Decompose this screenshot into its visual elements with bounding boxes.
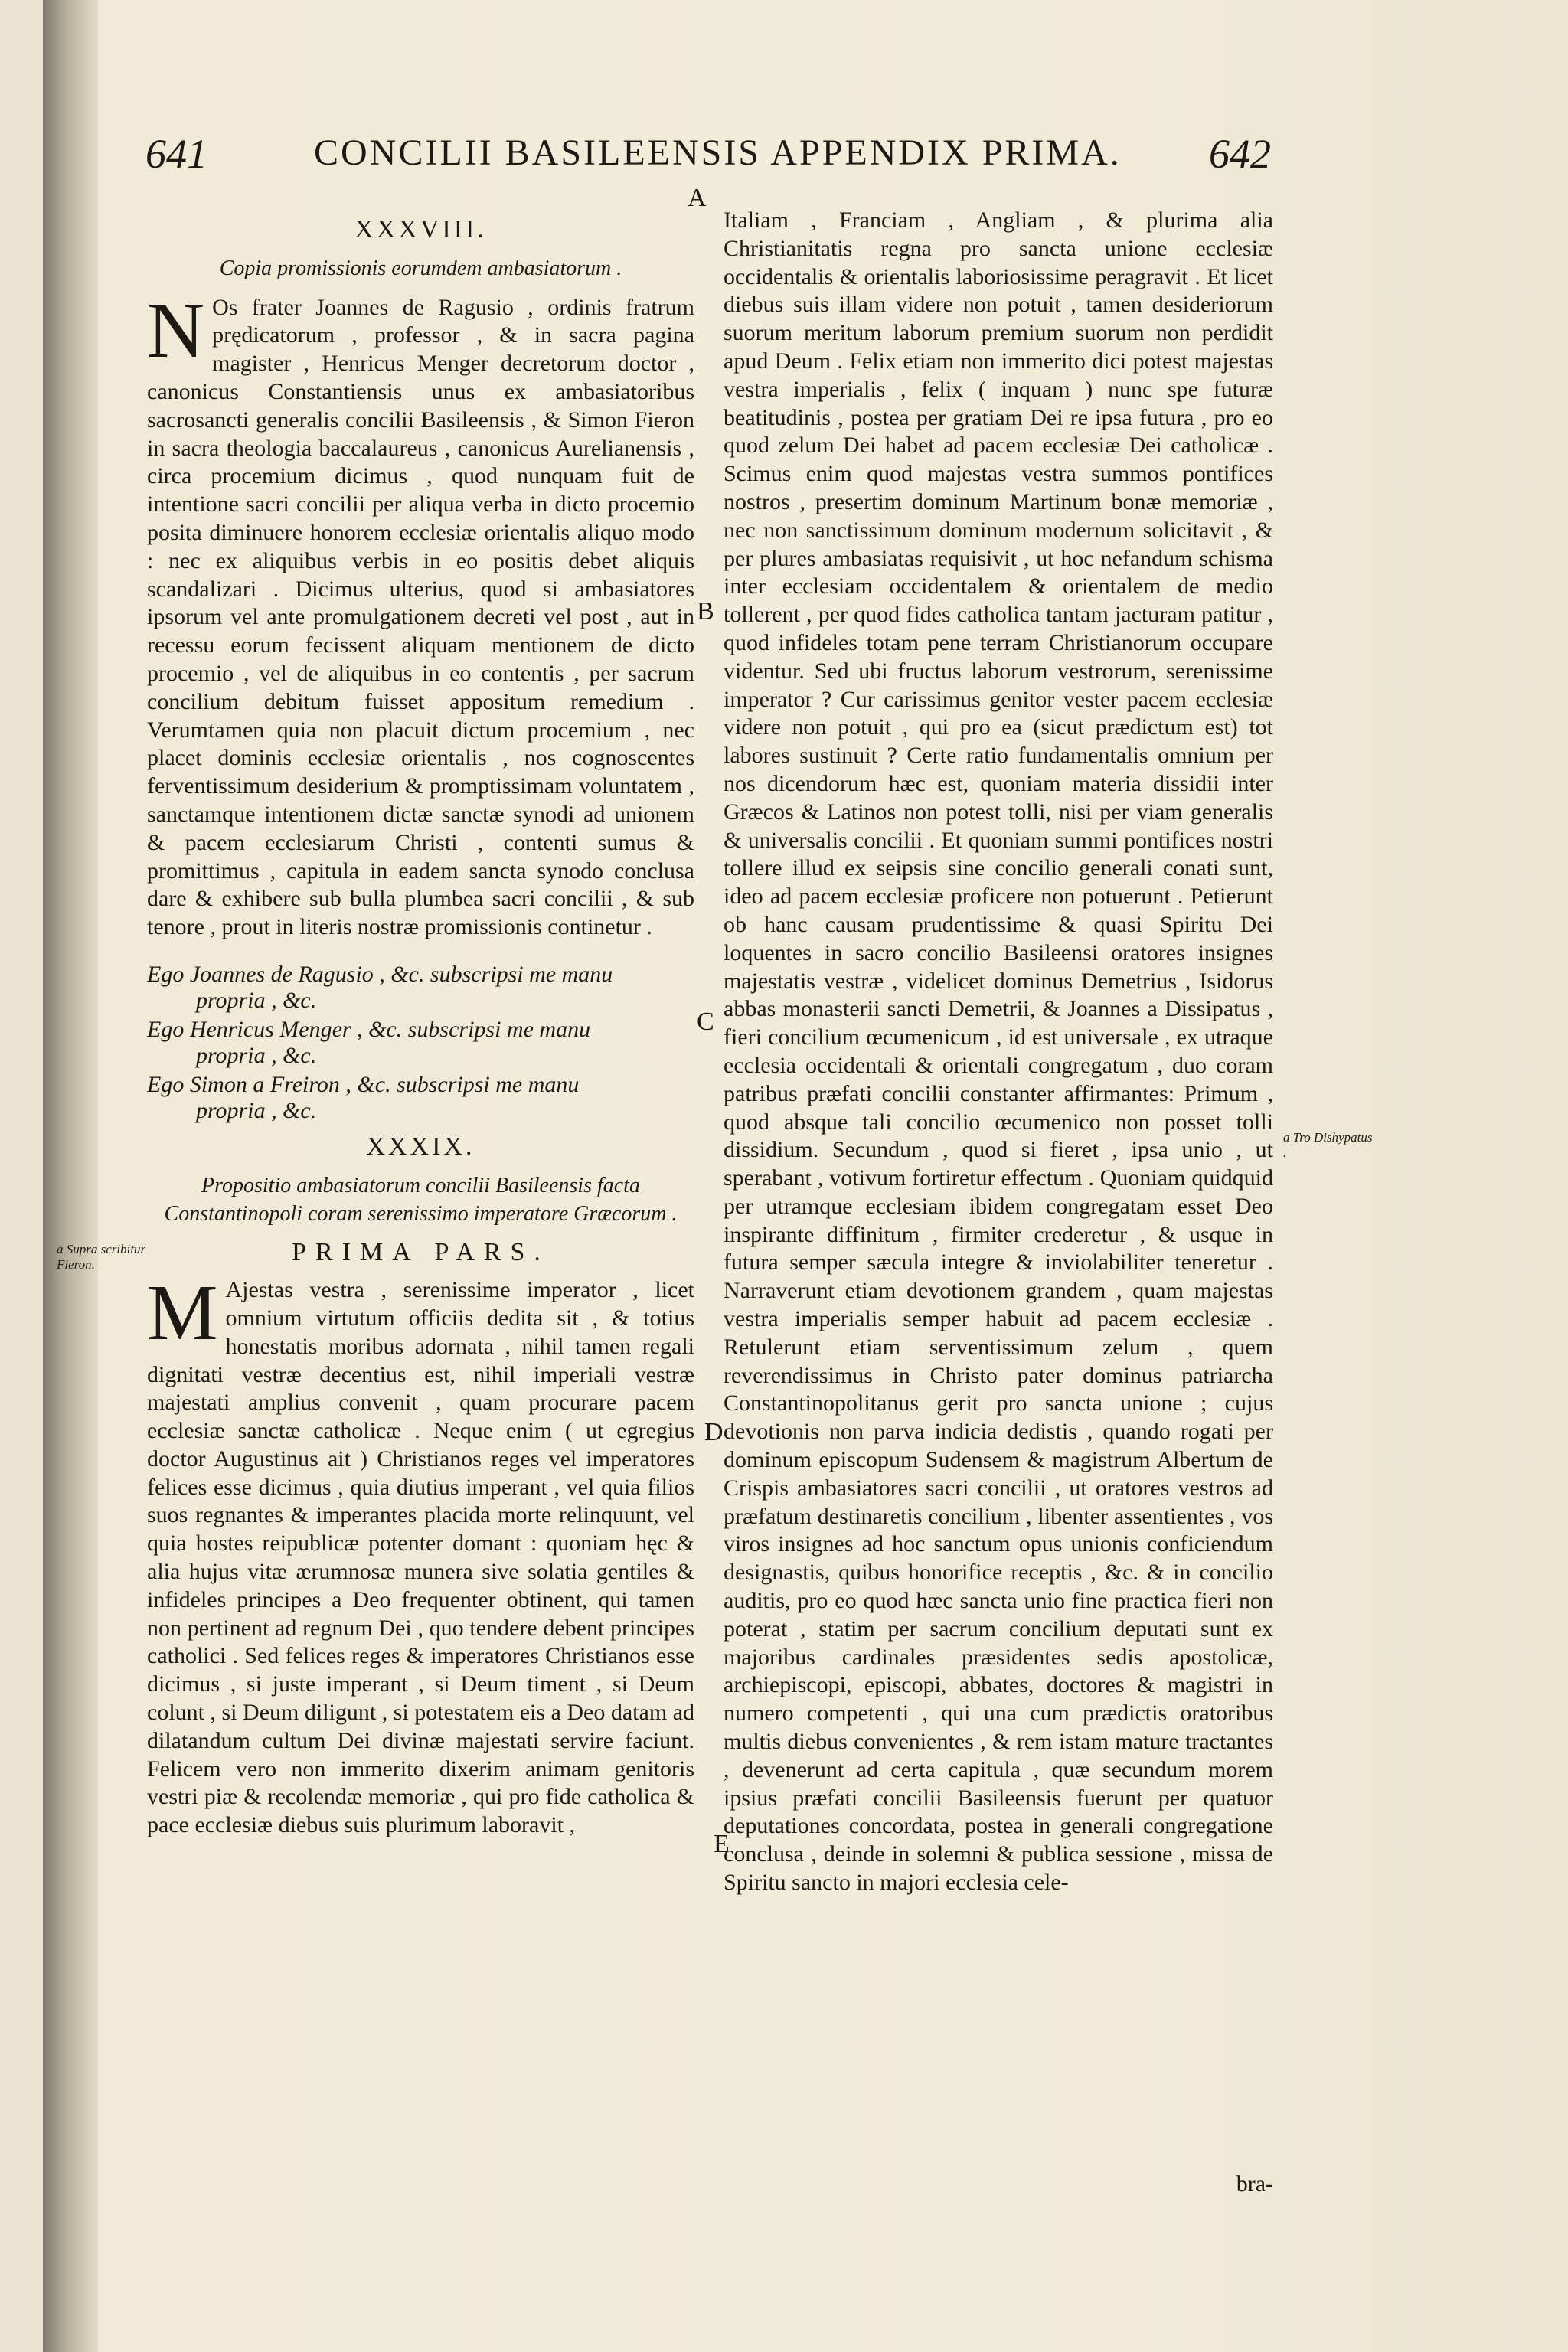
part-heading: PRIMA PARS. — [292, 1238, 550, 1267]
paragraph — [147, 1269, 694, 1840]
signature-text: Ego Simon a Freiron , &c. subscripsi me manu — [147, 1071, 580, 1097]
signature-text: propria , &c. — [196, 1097, 317, 1123]
margin-note-right: a Tro Dishypatus . — [1283, 1130, 1373, 1160]
section-letter: A — [688, 184, 707, 212]
section-number: XXXVIII. — [354, 215, 487, 243]
running-title: CONCILII BASILEENSIS APPENDIX PRIMA. — [314, 132, 1122, 173]
left-column — [147, 207, 694, 1840]
section-title: Copia promissionis eorumdem ambasiatorum . — [219, 256, 622, 280]
section-letter: D — [704, 1418, 724, 1446]
signature-text: propria , &c. — [196, 1042, 317, 1068]
signature-text: Ego Henricus Menger , &c. subscripsi me manu — [147, 1016, 591, 1042]
margin-note-left: a Supra scribitur Fieron. — [57, 1242, 146, 1272]
page-number-right: 642 — [1209, 131, 1271, 177]
section-letter: E — [714, 1830, 730, 1858]
paragraph-text: Os frater Joannes de Ragusio , ordinis fratrum prędicatorum , professor , & in sacra pagina magister , Henricus Menger decretorum doctor , canonicus Constantiensis unus ex ambasiatoribus sacrosancti generalis concilii Basileensis , & Simon Fieron in sacra theologia baccalaureus , canonicus Aurelianensis , circa procemium dicimus , quod nunquam fuit de intentione sacri concilii per aliqua verba in dicto procemio posita diminuere honorem ecclesiæ orientalis aliquo modo : nec ex aliquibus verbis in eo positis debet aliquis scandalizari . Dicimus ulterius, quod si ambasiatores ipsorum vel ante promulgationem decreti vel post , aut in recessu eorum fecissent aliquam mentionem de dicto procemio , vel de aliquibus in eo contentis , per sacrum concilium debitum fuisset appositum remedium . Verumtamen quia non placuit dictum procemium , nec placet dominis ecclesiæ orientalis , nos cognoscentes ferventissimum desiderium & promptissimam voluntatem , sanctamque intentionem dictæ sanctæ synodi ad unionem & pacem ecclesiarum Christi , contenti sumus & promittimus , capitula in eadem sancta synodo conclusa dare & exhibere sub bulla plumbea sacri concilii , & sub tenore , prout in literis nostræ promissionis continetur . — [147, 294, 694, 940]
signature-text: Ego Joannes de Ragusio , &c. subscripsi me manu — [147, 961, 613, 987]
right-column — [724, 207, 1273, 1897]
paragraph-text: Italiam , Franciam , Angliam , & plurima alia Christianitatis regna pro sancta unione ecclesiæ occidentalis & orientalis laboriosissime peragravit . Et licet diebus suis illam videre non potuit , tamen desideriorum suorum meritum laborum premium suorum non perdidit apud Deum . Felix etiam non immerito dici potest majestas vestra imperialis , felix ( inquam ) nunc spe futuræ beatitudinis , postea per gratiam Dei re ipsa futura , pro eo quod zelum Dei habet ad pacem ecclesiæ Dei catholicæ . Scimus enim quod majestas vestra summos pontifices nostros , presertim dominum Martinum bonæ memoriæ , nec non sanctissimum dominum modernum solicitavit , & per plures ambasiatas requisivit , ut hoc nefandum schisma inter ecclesiam occidentalem & orientalem de medio tollerent , per quod fides catholica tantam jacturam patitur , quod infideles totam pene terram Christianorum occupare videntur. Sed ubi fructus laborum vestrorum, serenissime imperator ? Cur carissimus genitor vester pacem ecclesiæ videre non potuit , qui pro ea (sicut prædictum est) tot labores sustinuit ? Certe ratio fundamentalis omnium per nos dicendorum hæc est, quoniam materia dissidii inter Græcos & Latinos non potest tolli, nisi per viam generalis & universalis concilii . Et quoniam summi pontifices nostri tollere illud ex seipsis sine concilio generali conati sunt, ideo ad pacem ecclesiæ proficere non potuerunt . Petierunt ob hanc causam prudentissime & quasi Spiritu Dei loquentes in sacro concilio Basileensi oratores insignes majestatis vestræ , videlicet dominus Demetrius , Isidorus abbas monasterii sancti Demetrii, & Joannes a Dissipatus , fieri concilium œcumenicum , id est universale , ex utraque ecclesia occidentali & orientali congregatum , duo coram patribus præfati concilii constanter affirmantes: Primum , quod absque tali concilio œcumenico non posset tolli dissidium. Secundum , quod si fieret , ipsa unio , ut sperabant , votivum fortiretur effectum . Quoniam quidquid per utramque ecclesiam ibidem congregatam esset Deo inspirante diffinitum , firmiter crederetur , & usque in futura semper sæcula integre & inviolabiliter teneretur . Narraverunt etiam devotionem grandem , quam majestas vestra imperialis semper habuit ad pacem ecclesiæ . Retulerunt etiam serventissimum zelum , quem reverendissimus in Christo pater dominus patriarcha Constantinopolitanus gerit pro sancta unione ; cujus devotionis non parva indicia dedistis , quando rogati per dominum episcopum Sudensem & magistrum Albertum de Crispis ambasiatores sacri concilii , ut oratores vestros ad præfatum destinaretis concilium , libenter assentientes , vos viros insignes ad hoc sanctum opus unionis conficiendum designastis, quibus honorifice receptis , &c. & in concilio auditis, pro eo quod hæc sancta unio fine practica fieri non poterat , statim per sacrum concilium deputati sunt ex majoribus cardinales præsidentes sedis apostolicæ, archiepiscopi, episcopi, abbates, doctores & magistri in numero competenti , qui una cum prædictis oratoribus multis diebus convenientes , & rem istam mature tractantes , devenerunt ad certa capitula , quæ secundum morem ipsius præfati concilii Basileensis fuerunt per quatuor deputationes concordata, postea in generali congregatione conclusa , deinde in solemni & publica sessione , missa de Spiritu sancto in majori ecclesia cele- — [724, 207, 1273, 1896]
signature-line — [147, 962, 694, 1014]
section-title: Propositio ambasiatorum concilii Basileensis facta Constantinopoli coram serenissimo imperatore Græcorum . — [164, 1173, 678, 1226]
section-letter: C — [697, 1008, 714, 1036]
drop-cap: M — [147, 1269, 218, 1357]
drop-cap: N — [147, 286, 205, 374]
section-number: XXXIX. — [366, 1132, 475, 1161]
signature-text: propria , &c. — [196, 987, 317, 1013]
paragraph — [147, 286, 694, 942]
section-letter: B — [697, 597, 714, 626]
catchword: bra- — [1236, 2171, 1273, 2197]
signature-line — [147, 1072, 694, 1124]
page-number-left: 641 — [145, 131, 207, 177]
signature-line — [147, 1017, 694, 1069]
paragraph-text: Ajestas vestra , serenissime imperator , licet omnium virtutum officiis dedita sit , & totius honestatis moribus adornata , nihil tamen regali dignitati vestræ decentius est, nihil imperiali vestræ majestati amplius convenit , quam procurare pacem ecclesiæ sanctæ catholicæ . Neque enim ( ut egregius doctor Augustinus ait ) Christianos reges vel imperatores felices esse dicimus , quia diutius imperant , vel quia filios suos regnantes & imperantes placida morte relinquunt, vel quia hostes reipublicæ potenter domant : quoniam hęc & alia hujus vitæ ærumnosæ munera sive solatia gentiles & infideles principes a Deo frequenter obtinent, qui tamen non pertinent ad regnum Dei , quo tendere debent principes catholici . Sed felices reges & imperatores Christianos esse dicimus , si juste imperant , si Deum timent , si Deum colunt , si Deum diligunt , si potestatem eis a Deo datam ad dilatandum cultum Dei divinæ majestati servire faciunt. Felicem vero non immerito dixerim animam genitoris vestri piæ & recolendæ memoriæ , qui pro fide catholica & pace ecclesiæ diebus suis plurimum laboravit , — [147, 1277, 694, 1838]
page-header — [145, 130, 1271, 184]
book-gutter — [43, 0, 98, 2352]
